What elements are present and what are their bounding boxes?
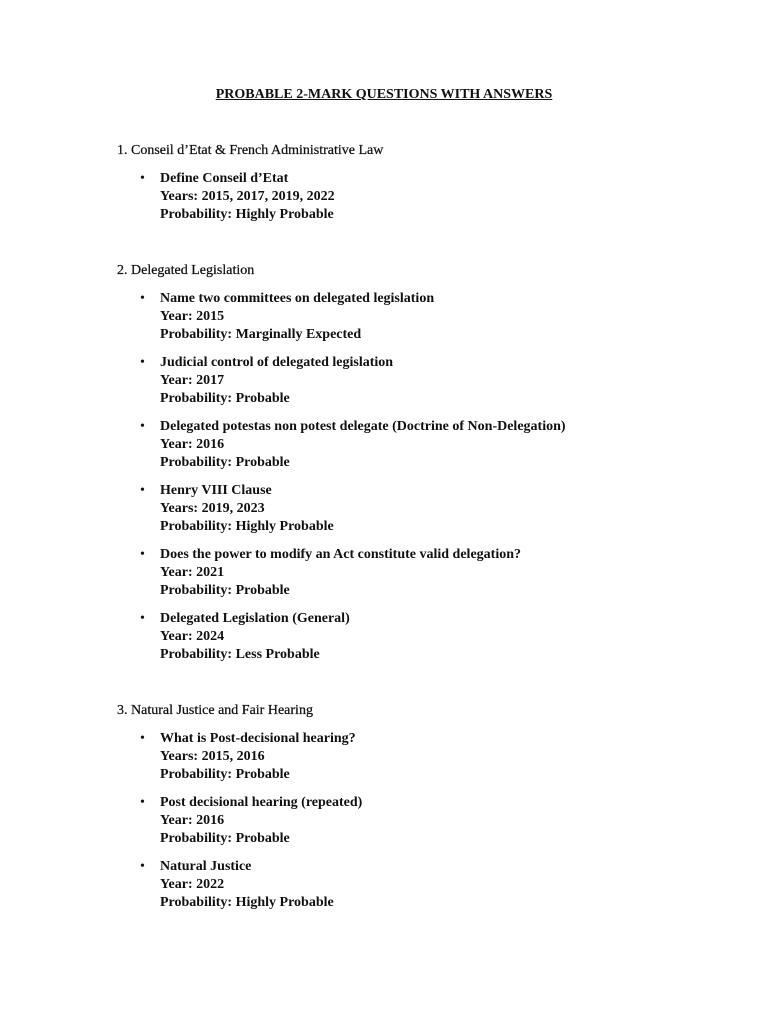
list-item bbox=[140, 290, 435, 344]
question-text: Post decisional hearing (repeated) bbox=[160, 795, 363, 810]
probability-text: Probability: Probable bbox=[160, 391, 290, 406]
question-text: Henry VIII Clause bbox=[160, 483, 272, 498]
probability-text: Probability: Probable bbox=[160, 583, 290, 598]
section-heading-delegated-legislation: 2. Delegated Legislation bbox=[117, 263, 255, 278]
bullet-icon: • bbox=[140, 731, 145, 746]
list-item bbox=[140, 610, 350, 664]
list-item bbox=[140, 730, 356, 784]
question-text: What is Post-decisional hearing? bbox=[160, 731, 356, 746]
bullet-icon: • bbox=[140, 859, 145, 874]
bullet-icon: • bbox=[140, 611, 145, 626]
years-text: Years: 2019, 2023 bbox=[160, 501, 265, 516]
question-text: Judicial control of delegated legislation bbox=[160, 355, 394, 370]
probability-text: Probability: Probable bbox=[160, 767, 290, 782]
document-title: PROBABLE 2-MARK QUESTIONS WITH ANSWERS bbox=[215, 87, 553, 102]
bullet-icon: • bbox=[140, 483, 145, 498]
question-text: Define Conseil d’Etat bbox=[160, 171, 289, 186]
list-item bbox=[140, 170, 335, 224]
section-heading-conseil-detat: 1. Conseil d’Etat & French Administrative Law bbox=[117, 143, 384, 158]
years-text: Years: 2015, 2016 bbox=[160, 749, 265, 764]
years-text: Year: 2015 bbox=[160, 309, 225, 324]
question-text: Natural Justice bbox=[160, 859, 252, 874]
years-text: Year: 2017 bbox=[160, 373, 225, 388]
section-heading-natural-justice: 3. Natural Justice and Fair Hearing bbox=[117, 703, 313, 718]
years-text: Year: 2016 bbox=[160, 813, 225, 828]
years-text: Year: 2021 bbox=[160, 565, 225, 580]
probability-text: Probability: Highly Probable bbox=[160, 207, 334, 222]
years-text: Year: 2022 bbox=[160, 877, 225, 892]
question-text: Delegated Legislation (General) bbox=[160, 611, 350, 626]
probability-text: Probability: Highly Probable bbox=[160, 519, 334, 534]
list-item bbox=[140, 546, 521, 600]
list-item bbox=[140, 354, 394, 408]
probability-text: Probability: Less Probable bbox=[160, 647, 320, 662]
bullet-icon: • bbox=[140, 795, 145, 810]
list-item bbox=[140, 482, 334, 536]
question-text: Delegated potestas non potest delegate (Doctrine of Non-Delegation) bbox=[160, 419, 566, 434]
question-text: Name two committees on delegated legislation bbox=[160, 291, 435, 306]
bullet-icon: • bbox=[140, 419, 145, 434]
bullet-icon: • bbox=[140, 291, 145, 306]
question-text: Does the power to modify an Act constitute valid delegation? bbox=[160, 547, 521, 562]
probability-text: Probability: Probable bbox=[160, 455, 290, 470]
years-text: Years: 2015, 2017, 2019, 2022 bbox=[160, 189, 335, 204]
years-text: Year: 2016 bbox=[160, 437, 225, 452]
bullet-icon: • bbox=[140, 171, 145, 186]
bullet-icon: • bbox=[140, 355, 145, 370]
list-item bbox=[140, 794, 363, 848]
bullet-icon: • bbox=[140, 547, 145, 562]
years-text: Year: 2024 bbox=[160, 629, 225, 644]
probability-text: Probability: Probable bbox=[160, 831, 290, 846]
list-item bbox=[140, 858, 334, 912]
probability-text: Probability: Highly Probable bbox=[160, 895, 334, 910]
list-item bbox=[140, 418, 566, 472]
probability-text: Probability: Marginally Expected bbox=[160, 327, 362, 342]
